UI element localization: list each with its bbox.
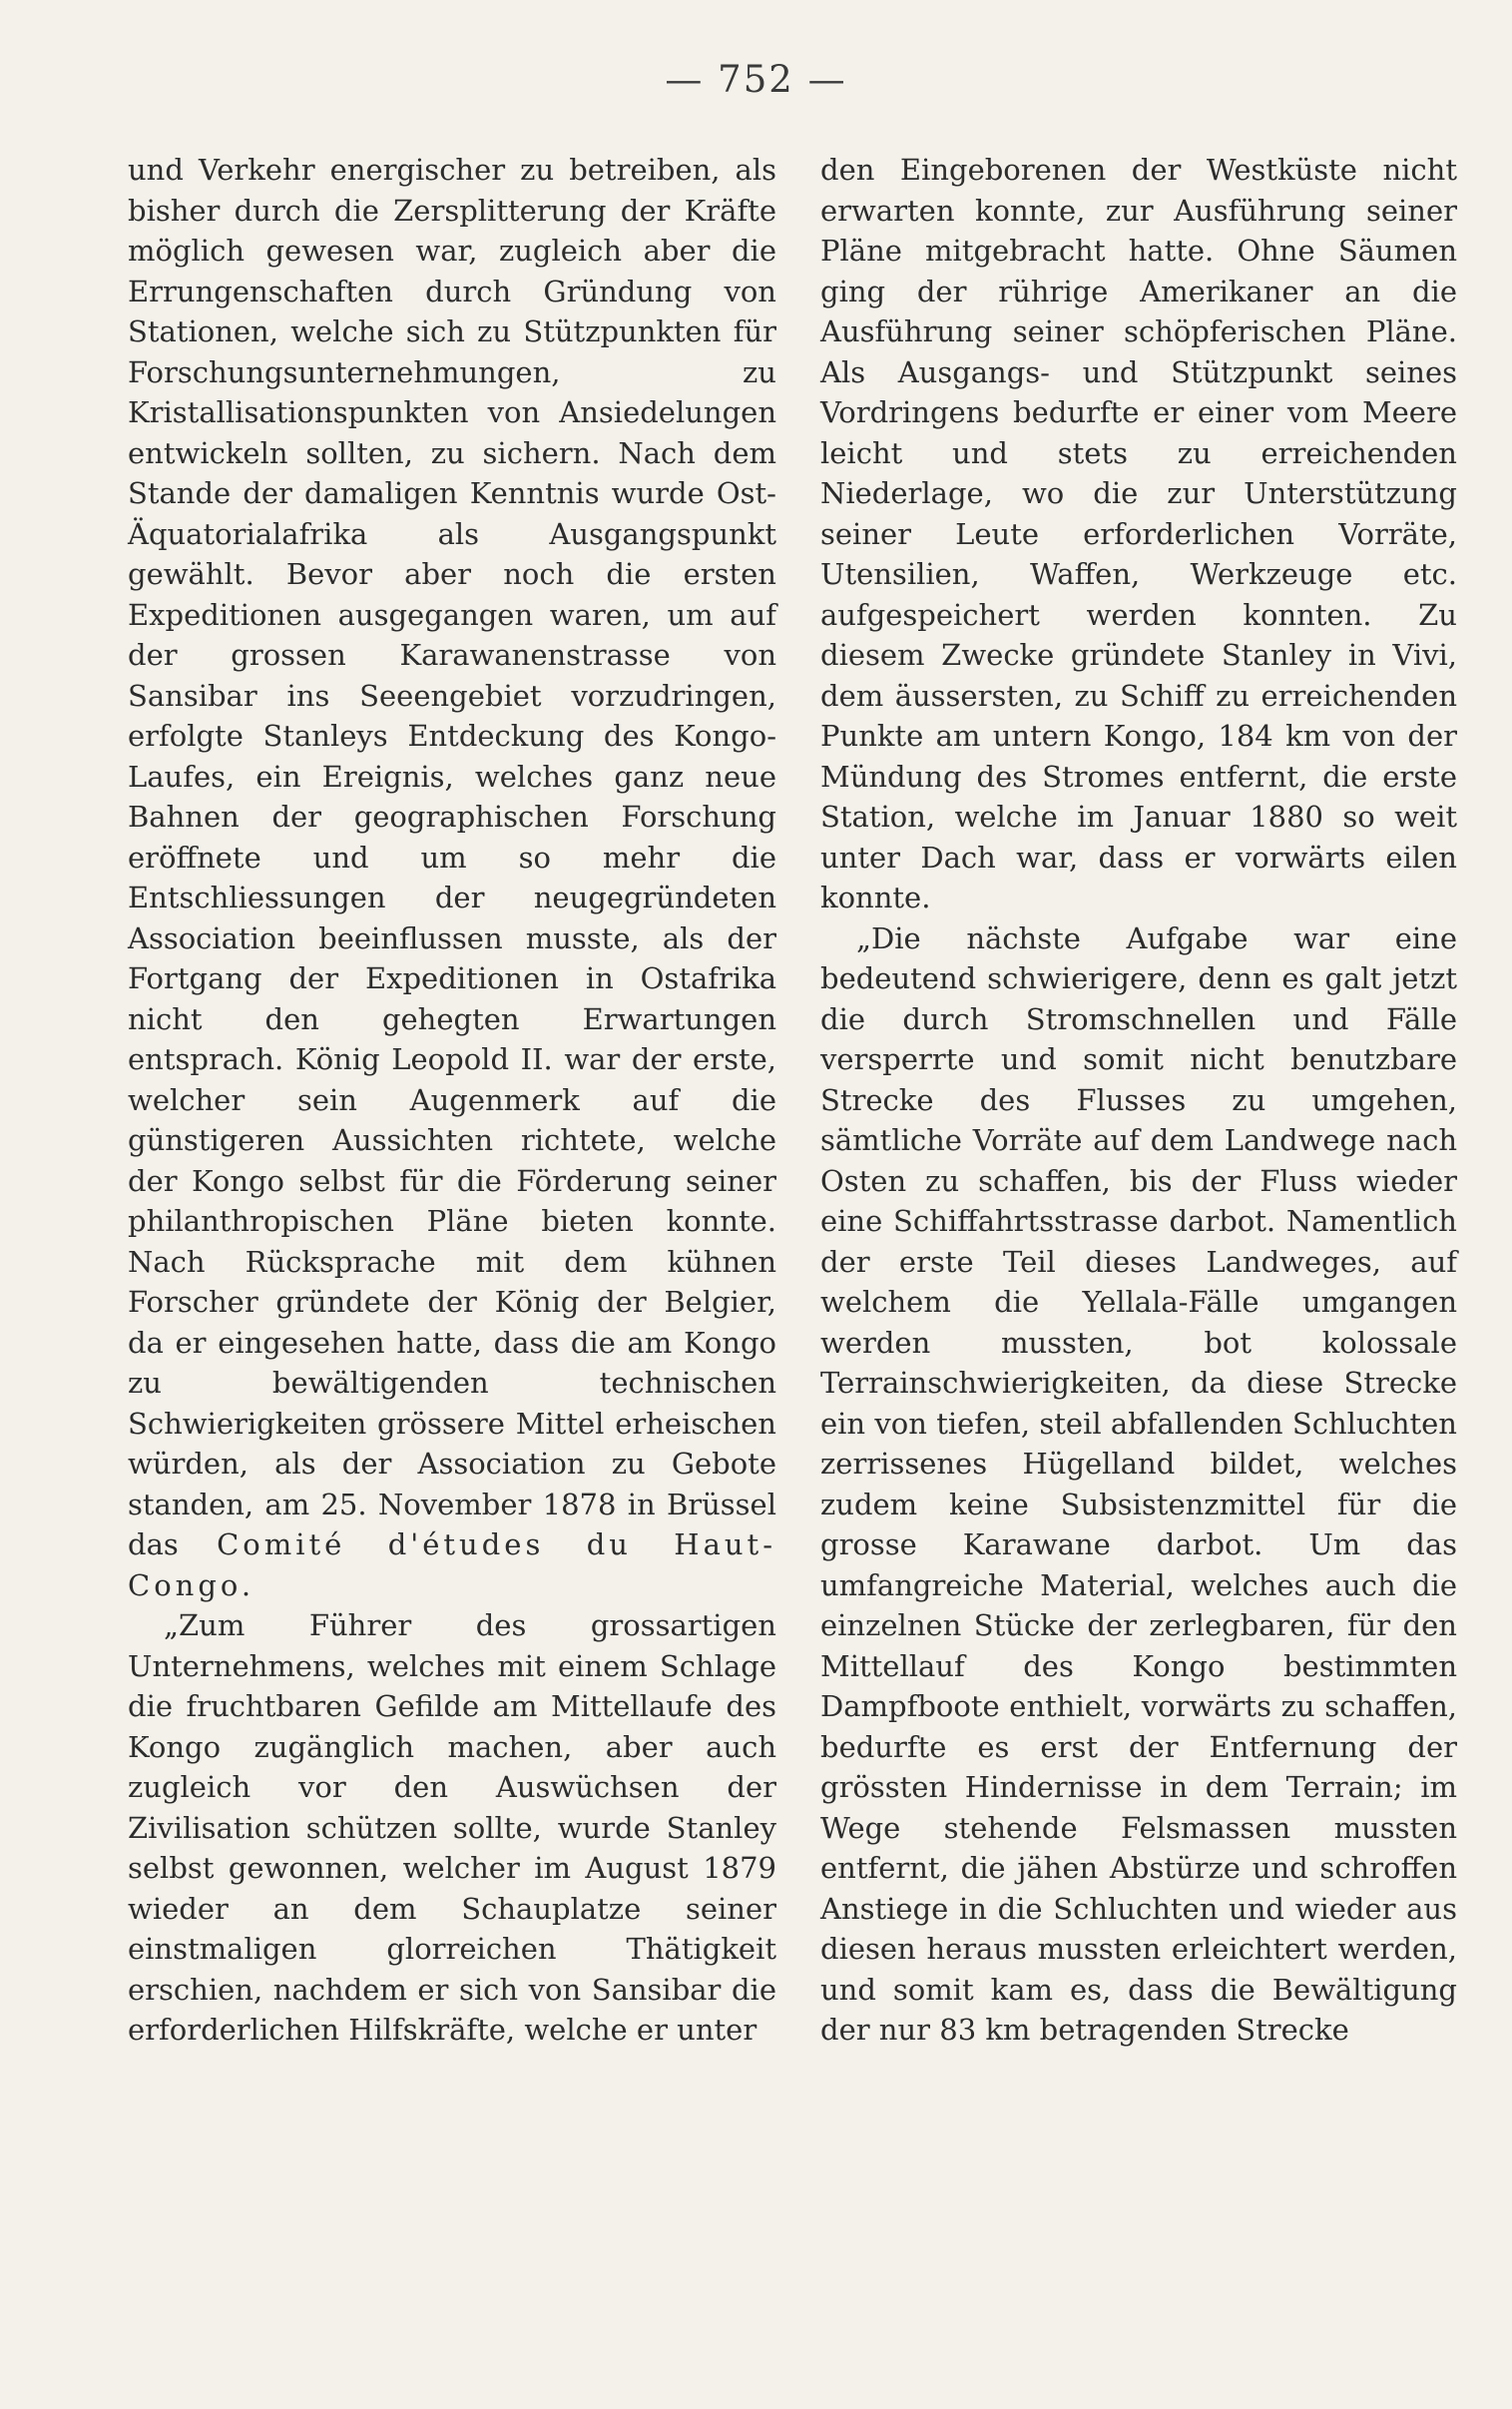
left-paragraph-2: „Zum Führer des grossartigen Unternehmens, welches mit einem Schlage die fruchtbaren Gefilde am Mittellaufe des Kongo zugänglich machen, aber auch zugleich vor den Auswüchsen der Zivilisation schützen sollte, wurde Stanley selbst gewonnen, welcher im August 1879 wieder an dem Schauplatze seiner einstmaligen glorreichen Thätigkeit erschien, nachdem er sich von Sansibar die erforderlichen Hilfskräfte, welche er unter bbox=[128, 1608, 776, 2047]
left-paragraph-1-text: und Verkehr energischer zu betreiben, als bisher durch die Zersplitterung der Kräfte möglich gewesen war, zugleich aber die Errungenschaften durch Gründung von Stationen, welche sich zu Stützpunkten für Forschungsunternehmungen, zu Kristallisationspunkten von Ansiedelungen entwickeln sollten, zu sichern. Nach dem Stande der damaligen Kenntnis wurde Ost-Äquatorialafrika als Ausgangspunkt gewählt. Bevor aber noch die ersten Expeditionen ausgegangen waren, um auf der grossen Karawanenstrasse von Sansibar ins Seeengebiet vorzudringen, erfolgte Stanleys Entdeckung des Kongo-Laufes, ein Ereignis, welches ganz neue Bahnen der geographischen Forschung eröffnete und um so mehr die Entschliessungen der neugegründeten Association beeinflussen musste, als der Fortgang der Expeditionen in Ostafrika nicht den gehegten Erwartungen entsprach. König Leopold II. war der erste, welcher sein Augenmerk auf die günstigeren Aussichten richtete, welche der Kongo selbst für die Förderung seiner philanthropischen Pläne bieten konnte. Nach Rücksprache mit dem kühnen Forscher gründete der König der Belgier, da er eingesehen hatte, dass die am Kongo zu bewältigenden technischen Schwierigkeiten grössere Mittel erheischen würden, als der Association zu Gebote standen, am 25. November 1878 in Brüssel das bbox=[128, 153, 776, 1561]
right-column bbox=[820, 150, 1457, 2051]
left-paragraph-1 bbox=[128, 150, 776, 1605]
right-paragraph-1: den Eingeborenen der Westküste nicht erwarten konnte, zur Ausführung seiner Pläne mitgebracht hatte. Ohne Säumen ging der rührige Amerikaner an die Ausführung seiner schöpferischen Pläne. Als Ausgangs- und Stützpunkt seines Vordringens bedurfte er einer vom Meere leicht und stets zu erreichenden Niederlage, wo die zur Unterstützung seiner Leute erforderlichen Vorräte, Utensilien, Waffen, Werkzeuge etc. aufgespeichert werden konnten. Zu diesem Zwecke gründete Stanley in Vivi, dem äussersten, zu Schiff zu erreichenden Punkte am untern Kongo, 184 km von der Mündung des Stromes entfernt, die erste Station, welche im Januar 1880 so weit unter Dach war, dass er vorwärts eilen konnte. bbox=[820, 153, 1457, 914]
right-paragraph-2: „Die nächste Aufgabe war eine bedeutend schwierigere, denn es galt jetzt die durch Stromschnellen und Fälle versperrte und somit nicht benutzbare Strecke des Flusses zu umgehen, sämtliche Vorräte auf dem Landwege nach Osten zu schaffen, bis der Fluss wieder eine Schiffahrtsstrasse darbot. Namentlich der erste Teil dieses Landweges, auf welchem die Yellala-Fälle umgangen werden mussten, bot kolossale Terrainschwierigkeiten, da diese Strecke ein von tiefen, steil abfallenden Schluchten zerrissenes Hügelland bildet, welches zudem keine Subsistenzmittel für die grosse Karawane darbot. Um das umfangreiche Material, welches auch die einzelnen Stücke der zerlegbaren, für den Mittellauf des Kongo bestimmten Dampfboote enthielt, vorwärts zu schaffen, bedurfte es erst der Entfernung der grössten Hindernisse in dem Terrain; im Wege stehende Felsmassen mussten entfernt, die jähen Abstürze und schroffen Anstiege in die Schluchten und wieder aus diesen heraus mussten erleichtert werden, und somit kam es, dass die Bewältigung der nur 83 km betragenden Strecke bbox=[820, 920, 1457, 2047]
page-number: — 752 — bbox=[665, 58, 847, 101]
comite-title: Comité d'études du Haut-Congo. bbox=[128, 1527, 777, 1602]
left-column bbox=[128, 150, 776, 2051]
